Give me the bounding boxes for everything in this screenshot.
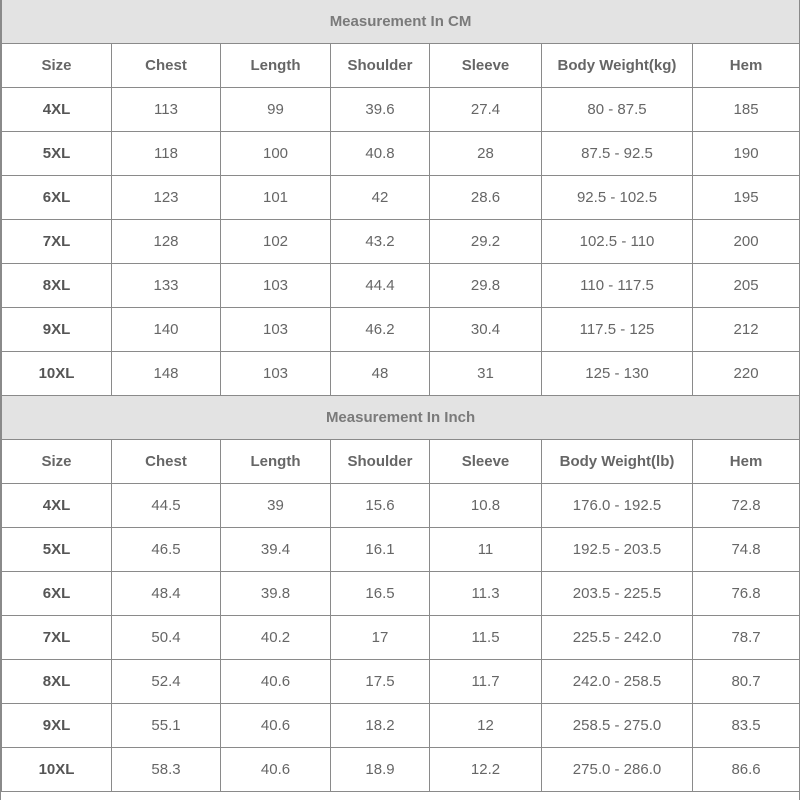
table-cell: 46.2 [331,308,430,352]
table-cell: 203.5 - 225.5 [542,572,693,616]
table-cell: 18.2 [331,704,430,748]
table-cell: 31 [430,352,542,396]
column-header: Body Weight(lb) [542,440,693,484]
column-header: Sleeve [430,44,542,88]
table-row [2,88,800,132]
column-header: Body Weight(kg) [542,44,693,88]
table-cell: 92.5 - 102.5 [542,176,693,220]
table-cell: 55.1 [112,704,221,748]
table-cell: 29.2 [430,220,542,264]
section-title: Measurement In CM [2,0,800,44]
table-cell: 80.7 [693,660,800,704]
header-row [2,44,800,88]
table-cell: 15.6 [331,484,430,528]
table-cell: 185 [693,88,800,132]
table-cell: 74.8 [693,528,800,572]
size-cell: 6XL [2,572,112,616]
table-cell: 39.4 [221,528,331,572]
table-row [2,660,800,704]
table-cell: 11.5 [430,616,542,660]
table-cell: 28.6 [430,176,542,220]
table-cell: 128 [112,220,221,264]
table-cell: 11 [430,528,542,572]
table-cell: 110 - 117.5 [542,264,693,308]
column-header: Chest [112,440,221,484]
table-cell: 17 [331,616,430,660]
column-header: Shoulder [331,44,430,88]
section-title-row [2,396,800,440]
column-header: Hem [693,44,800,88]
table-cell: 40.6 [221,748,331,792]
table-cell: 58.3 [112,748,221,792]
table-cell: 52.4 [112,660,221,704]
table-row [2,352,800,396]
table-cell: 40.6 [221,660,331,704]
section-title-row [2,0,800,44]
column-header: Hem [693,440,800,484]
size-cell: 6XL [2,176,112,220]
size-cell: 9XL [2,704,112,748]
size-cell: 4XL [2,484,112,528]
size-cell: 10XL [2,748,112,792]
table-cell: 46.5 [112,528,221,572]
table-row [2,528,800,572]
table-row [2,616,800,660]
table-cell: 113 [112,88,221,132]
table-cell: 101 [221,176,331,220]
table-row [2,308,800,352]
table-cell: 99 [221,88,331,132]
table-cell: 212 [693,308,800,352]
table-cell: 102.5 - 110 [542,220,693,264]
table-cell: 140 [112,308,221,352]
table-cell: 195 [693,176,800,220]
table-cell: 103 [221,308,331,352]
column-header: Size [2,440,112,484]
table-cell: 50.4 [112,616,221,660]
table-cell: 39.6 [331,88,430,132]
size-cell: 7XL [2,616,112,660]
size-cell: 5XL [2,132,112,176]
header-row [2,440,800,484]
table-row [2,132,800,176]
table-cell: 118 [112,132,221,176]
table-cell: 43.2 [331,220,430,264]
column-header: Sleeve [430,440,542,484]
table-row [2,220,800,264]
table-cell: 176.0 - 192.5 [542,484,693,528]
column-header: Size [2,44,112,88]
table-cell: 44.5 [112,484,221,528]
size-cell: 8XL [2,660,112,704]
table-cell: 83.5 [693,704,800,748]
table-cell: 125 - 130 [542,352,693,396]
table-cell: 225.5 - 242.0 [542,616,693,660]
table-cell: 192.5 - 203.5 [542,528,693,572]
table-cell: 40.2 [221,616,331,660]
table-cell: 11.7 [430,660,542,704]
table-cell: 103 [221,264,331,308]
table-cell: 48 [331,352,430,396]
table-cell: 16.5 [331,572,430,616]
table-row [2,264,800,308]
table-cell: 12.2 [430,748,542,792]
table-cell: 12 [430,704,542,748]
table-cell: 18.9 [331,748,430,792]
table-cell: 100 [221,132,331,176]
size-cell: 4XL [2,88,112,132]
table-cell: 10.8 [430,484,542,528]
table-cell: 72.8 [693,484,800,528]
table-cell: 275.0 - 286.0 [542,748,693,792]
size-table [1,0,800,792]
table-cell: 103 [221,352,331,396]
table-cell: 30.4 [430,308,542,352]
column-header: Chest [112,44,221,88]
table-row [2,484,800,528]
column-header: Length [221,44,331,88]
table-cell: 148 [112,352,221,396]
table-cell: 39 [221,484,331,528]
table-cell: 17.5 [331,660,430,704]
table-cell: 117.5 - 125 [542,308,693,352]
table-cell: 190 [693,132,800,176]
table-cell: 40.6 [221,704,331,748]
table-cell: 87.5 - 92.5 [542,132,693,176]
table-cell: 16.1 [331,528,430,572]
size-cell: 10XL [2,352,112,396]
table-cell: 42 [331,176,430,220]
table-cell: 11.3 [430,572,542,616]
table-cell: 242.0 - 258.5 [542,660,693,704]
table-cell: 220 [693,352,800,396]
table-cell: 39.8 [221,572,331,616]
size-cell: 5XL [2,528,112,572]
size-cell: 9XL [2,308,112,352]
table-cell: 123 [112,176,221,220]
table-cell: 200 [693,220,800,264]
column-header: Length [221,440,331,484]
table-cell: 133 [112,264,221,308]
size-cell: 8XL [2,264,112,308]
column-header: Shoulder [331,440,430,484]
table-cell: 48.4 [112,572,221,616]
table-cell: 78.7 [693,616,800,660]
table-cell: 28 [430,132,542,176]
table-cell: 258.5 - 275.0 [542,704,693,748]
table-cell: 29.8 [430,264,542,308]
table-cell: 40.8 [331,132,430,176]
table-cell: 205 [693,264,800,308]
table-row [2,572,800,616]
table-cell: 76.8 [693,572,800,616]
table-cell: 102 [221,220,331,264]
section-title: Measurement In Inch [2,396,800,440]
table-cell: 80 - 87.5 [542,88,693,132]
table-row [2,748,800,792]
table-cell: 86.6 [693,748,800,792]
table-cell: 27.4 [430,88,542,132]
table-row [2,704,800,748]
table-cell: 44.4 [331,264,430,308]
size-cell: 7XL [2,220,112,264]
table-row [2,176,800,220]
